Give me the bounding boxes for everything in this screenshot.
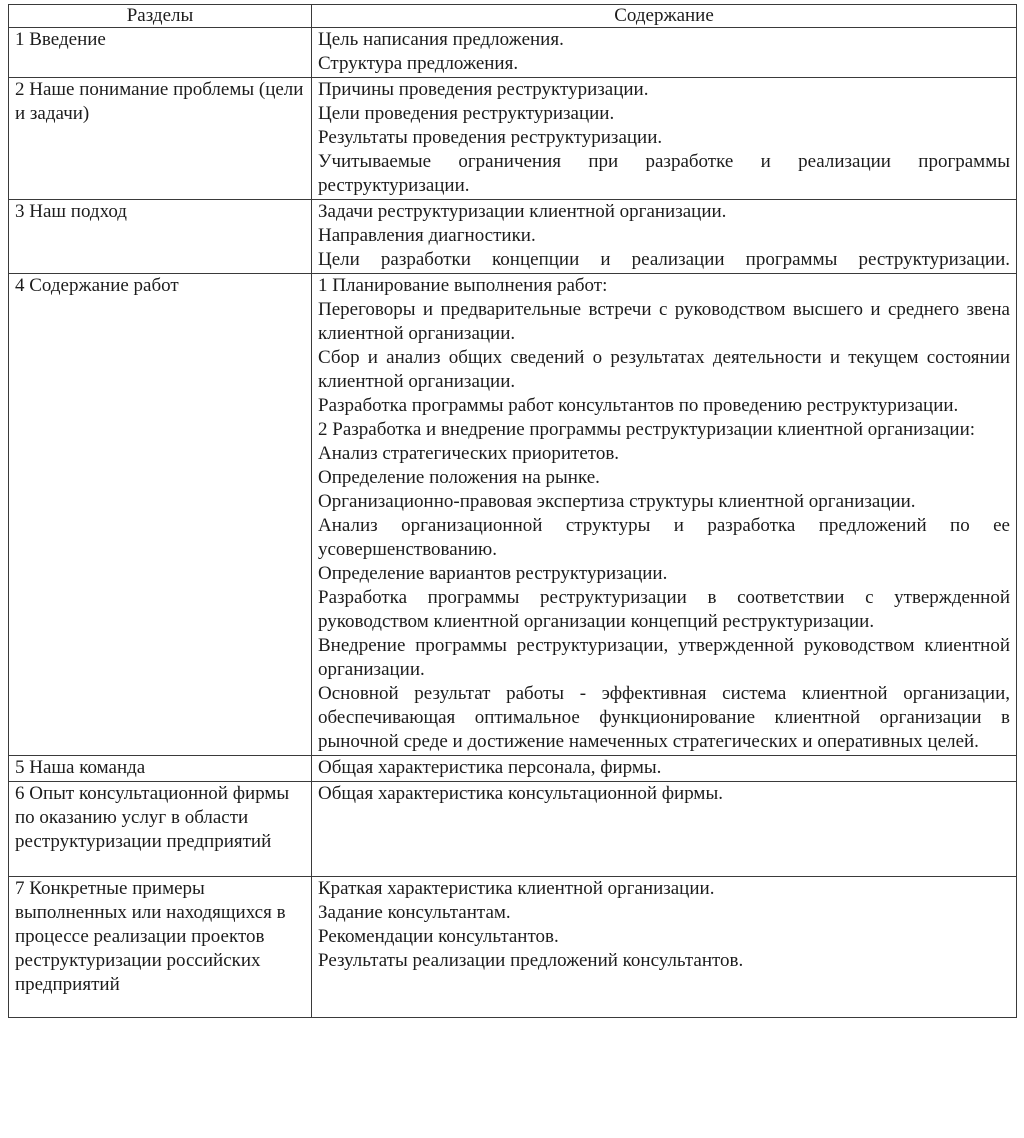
section-cell: 7 Конкретные примеры выполненных или находящихся в процессе реализации проектов реструктуризации российских предприятий [9, 877, 312, 1018]
content-line: Анализ стратегических приоритетов. [318, 443, 620, 464]
section-cell: 1 Введение [9, 28, 312, 78]
table-header-row [9, 5, 1017, 28]
content-line: Причины проведения реструктуризации. [318, 79, 649, 100]
content-line: Результаты проведения реструктуризации. [318, 127, 663, 148]
content-line: 2 Разработка и внедрение программы реструктуризации клиентной организации: [318, 419, 976, 440]
content-line: Учитываемые ограничения при разработке и реализации программы реструктуризации. [318, 151, 1010, 196]
content-line: Рекомендации консультантов. [318, 926, 559, 947]
content-line: Задачи реструктуризации клиентной организации. [318, 201, 727, 222]
table-row [9, 200, 1017, 274]
header-sections: Разделы [9, 5, 312, 28]
document-page [8, 4, 1016, 1018]
content-line: Направления диагностики. [318, 225, 536, 246]
content-line: Анализ организационной структуры и разработка предложений по ее усовершенствованию. [318, 515, 1010, 560]
content-line: Структура предложения. [318, 53, 519, 74]
table-row [9, 756, 1017, 782]
content-line: 1 Планирование выполнения работ: [318, 275, 608, 296]
content-line: Задание консультантам. [318, 902, 511, 923]
section-cell: 6 Опыт консультационной фирмы по оказанию услуг в области реструктуризации предприятий [9, 782, 312, 877]
table-row [9, 274, 1017, 756]
content-line: Внедрение программы реструктуризации, утвержденной руководством клиентной организации. [318, 635, 1010, 680]
content-cell [312, 756, 1017, 782]
content-line: Цели разработки концепции и реализации программы реструктуризации. [318, 249, 1010, 270]
content-line: Определение вариантов реструктуризации. [318, 563, 668, 584]
content-line: Переговоры и предварительные встречи с руководством высшего и среднего звена клиентной организации. [318, 299, 1010, 344]
content-cell [312, 782, 1017, 877]
content-line: Разработка программы реструктуризации в соответствии с утвержденной руководством клиентной организации концепций реструктуризации. [318, 587, 1010, 632]
content-cell [312, 200, 1017, 274]
content-line: Разработка программы работ консультантов по проведению реструктуризации. [318, 395, 959, 416]
section-cell: 3 Наш подход [9, 200, 312, 274]
content-cell [312, 877, 1017, 1018]
content-line: Определение положения на рынке. [318, 467, 600, 488]
section-cell: 2 Наше понимание проблемы (цели и задачи) [9, 78, 312, 200]
content-line: Сбор и анализ общих сведений о результатах деятельности и текущем состоянии клиентной организации. [318, 347, 1010, 392]
section-cell: 4 Содержание работ [9, 274, 312, 756]
content-cell [312, 28, 1017, 78]
content-line: Основной результат работы - эффективная система клиентной организации, обеспечивающая оптимальное функционирование клиентной организации в рыночной среде и достижение намеченных стратегических и оперативных целей. [318, 683, 1010, 752]
content-line: Результаты реализации предложений консультантов. [318, 950, 744, 971]
content-line: Цель написания предложения. [318, 29, 564, 50]
content-line: Организационно-правовая экспертиза структуры клиентной организации. [318, 491, 916, 512]
content-line: Общая характеристика консультационной фирмы. [318, 783, 723, 804]
content-line: Цели проведения реструктуризации. [318, 103, 615, 124]
table-row [9, 782, 1017, 877]
content-line: Общая характеристика персонала, фирмы. [318, 757, 662, 778]
section-cell: 5 Наша команда [9, 756, 312, 782]
content-line: Краткая характеристика клиентной организации. [318, 878, 715, 899]
table-row [9, 78, 1017, 200]
table-row [9, 877, 1017, 1018]
content-cell [312, 274, 1017, 756]
table-row [9, 28, 1017, 78]
proposal-structure-table [8, 4, 1017, 1018]
content-cell [312, 78, 1017, 200]
header-content: Содержание [312, 5, 1017, 28]
